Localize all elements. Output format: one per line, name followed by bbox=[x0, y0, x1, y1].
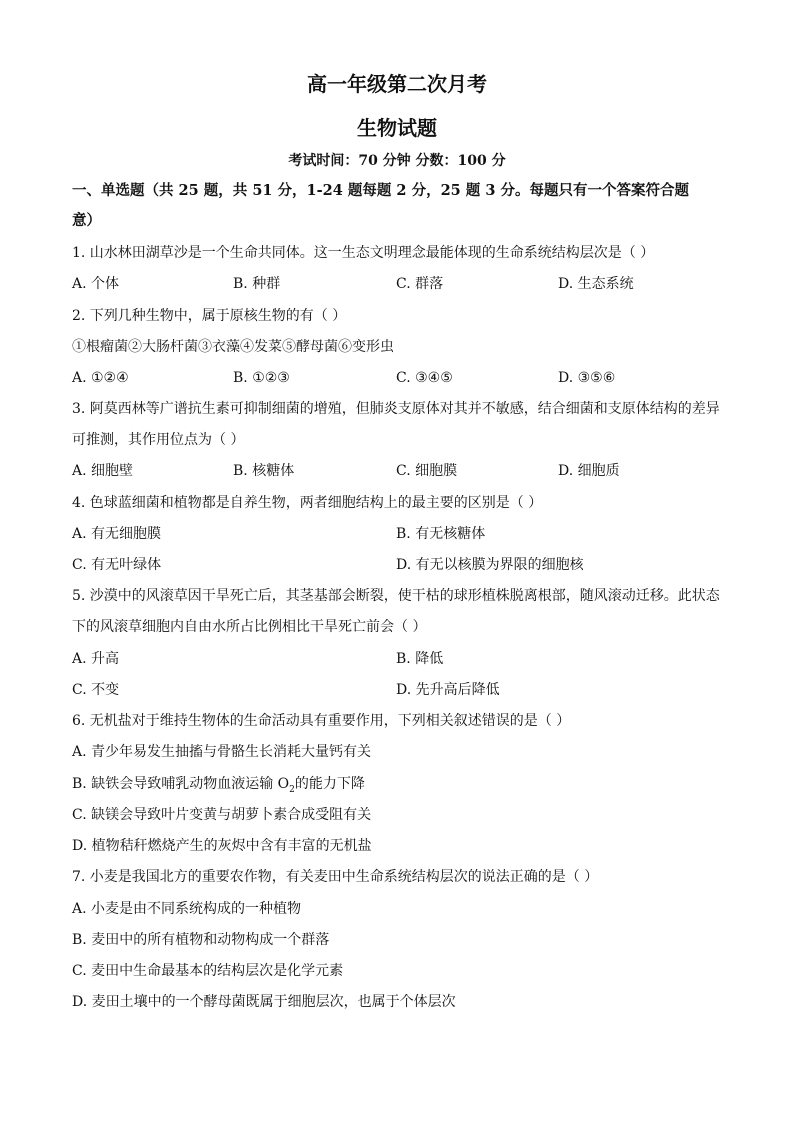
exam-meta: 考试时间：70 分钟 分数：100 分 bbox=[288, 153, 506, 169]
q2-option-d: D. ③⑤⑥ bbox=[558, 370, 616, 386]
q7-option-a: A. 小麦是由不同系统构成的一种植物 bbox=[72, 901, 302, 917]
q6-option-c: C. 缺镁会导致叶片变黄与胡萝卜素合成受阻有关 bbox=[72, 807, 372, 823]
q6-option-b-tail: 的能力下降 bbox=[294, 776, 365, 792]
q6-option-b-text: B. 缺铁会导致哺乳动物血液运输 O bbox=[72, 776, 290, 792]
q7-option-b: B. 麦田中的所有植物和动物构成一个群落 bbox=[72, 932, 330, 948]
q4-option-a: A. 有无细胞膜 bbox=[72, 526, 162, 542]
q1-option-d: D. 生态系统 bbox=[558, 276, 634, 292]
q3-option-c: C. 细胞膜 bbox=[396, 463, 458, 479]
question-2-stem: 2. 下列几种生物中，属于原核生物的有（ ） bbox=[72, 308, 347, 324]
question-3-stem-cont: 可推测，其作用位点为（ ） bbox=[72, 432, 245, 448]
q5-option-b: B. 降低 bbox=[396, 651, 444, 667]
q1-option-c: C. 群落 bbox=[396, 276, 444, 292]
q4-option-b: B. 有无核糖体 bbox=[396, 526, 486, 542]
question-1-stem: 1. 山水林田湖草沙是一个生命共同体。这一生态文明理念最能体现的生命系统结构层次是（ ） bbox=[72, 245, 655, 261]
question-5-stem: 5. 沙漠中的风滚草因干旱死亡后，其茎基部会断裂，使干枯的球形植株脱离根部，随风滚动迁移。此状态 bbox=[72, 588, 720, 604]
q7-option-d: D. 麦田土壤中的一个酵母菌既属于细胞层次，也属于个体层次 bbox=[72, 994, 456, 1010]
subject-title: 生物试题 bbox=[357, 116, 437, 140]
question-2-list: ①根瘤菌②大肠杆菌③衣藻④发菜⑤酵母菌⑥变形虫 bbox=[72, 339, 394, 355]
question-7-stem: 7. 小麦是我国北方的重要农作物，有关麦田中生命系统结构层次的说法正确的是（ ） bbox=[72, 869, 599, 885]
section-heading-cont: 意） bbox=[72, 212, 101, 229]
q6-option-a: A. 青少年易发生抽搐与骨骼生长消耗大量钙有关 bbox=[72, 744, 372, 760]
q3-option-a: A. 细胞壁 bbox=[72, 463, 134, 479]
q7-option-c: C. 麦田中生命最基本的结构层次是化学元素 bbox=[72, 963, 344, 979]
q2-option-b: B. ①②③ bbox=[233, 370, 290, 386]
q6-option-d: D. 植物秸秆燃烧产生的灰烬中含有丰富的无机盐 bbox=[72, 838, 372, 854]
q6-option-b bbox=[72, 775, 365, 799]
q2-option-c: C. ③④⑤ bbox=[396, 370, 453, 386]
q5-option-c: C. 不变 bbox=[72, 682, 120, 698]
q4-option-d: D. 有无以核膜为界限的细胞核 bbox=[396, 557, 584, 573]
question-3-stem: 3. 阿莫西林等广谱抗生素可抑制细菌的增殖，但肺炎支原体对其并不敏感，结合细菌和支原体结构的差异 bbox=[72, 401, 720, 417]
question-5-stem-cont: 下的风滚草细胞内自由水所占比例相比干旱死亡前会（ ） bbox=[72, 619, 427, 635]
q2-option-a: A. ①②④ bbox=[72, 370, 129, 386]
question-4-stem: 4. 色球蓝细菌和植物都是自养生物，两者细胞结构上的最主要的区别是（ ） bbox=[72, 495, 543, 511]
q3-option-d: D. 细胞质 bbox=[558, 463, 620, 479]
q4-option-c: C. 有无叶绿体 bbox=[72, 557, 162, 573]
section-heading: 一、单选题（共 25 题，共 51 分，1-24 题每题 2 分，25 题 3 分。每题只有一个答案符合题 bbox=[72, 182, 689, 199]
exam-title: 高一年级第二次月考 bbox=[307, 72, 487, 96]
q3-option-b: B. 核糖体 bbox=[233, 463, 295, 479]
q1-option-a: A. 个体 bbox=[72, 276, 120, 292]
q1-option-b: B. 种群 bbox=[233, 276, 281, 292]
q5-option-a: A. 升高 bbox=[72, 651, 120, 667]
q6-subscript: 2 bbox=[289, 784, 295, 795]
q5-option-d: D. 先升高后降低 bbox=[396, 682, 500, 698]
question-6-stem: 6. 无机盐对于维持生物体的生命活动具有重要作用，下列相关叙述错误的是（ ） bbox=[72, 713, 571, 729]
